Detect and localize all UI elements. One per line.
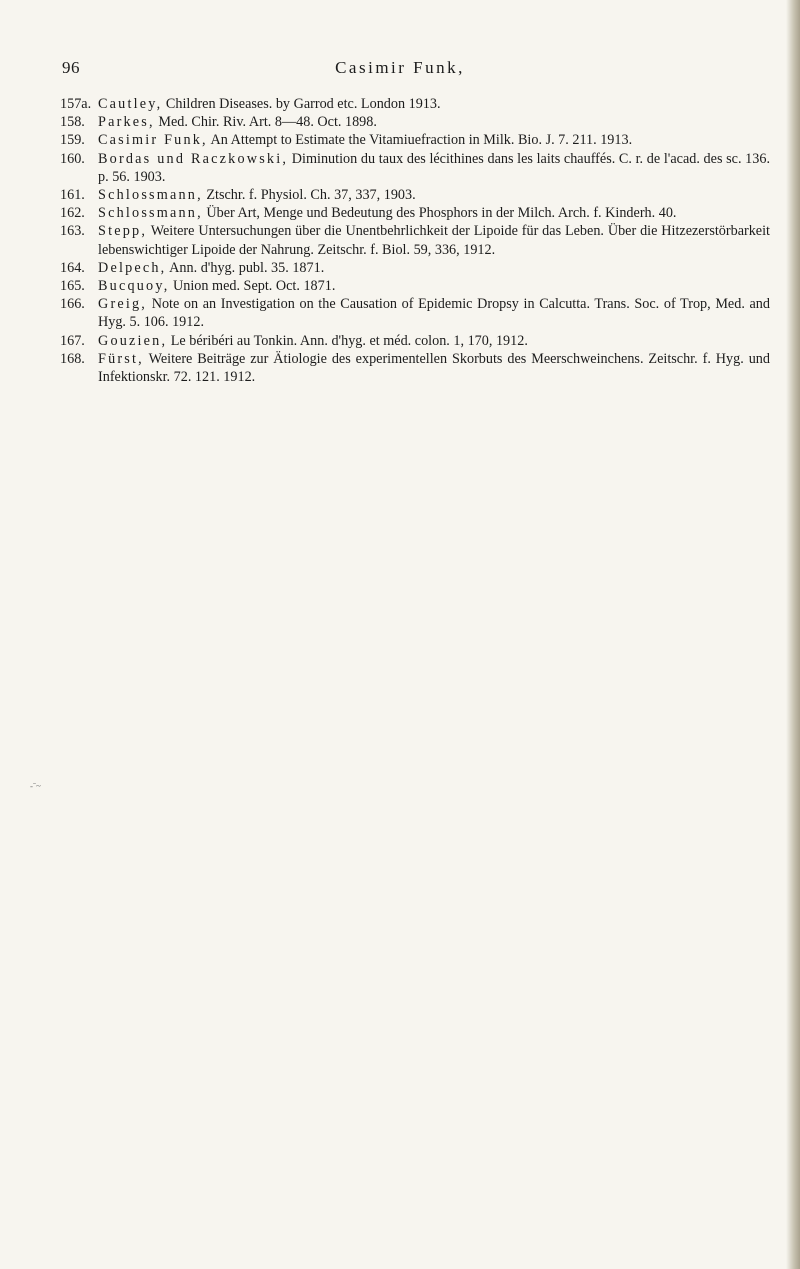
reference-item [60, 332, 770, 350]
reference-author: Parkes, [98, 114, 155, 131]
reference-number: 157a. [60, 96, 92, 112]
reference-number: 160. [60, 150, 85, 167]
reference-item [60, 222, 770, 258]
reference-number: 166. [60, 296, 85, 313]
reference-citation: Diminution du taux des lécithines dans les laits chauffés. C. r. de l'acad. des sc. 136. p. 56. 1903. [98, 150, 771, 185]
reference-citation: Weitere Untersuchungen über die Unentbehrlichkeit der Lipoide für das Leben. Über die Hitzezerstörbarkeit lebenswichtiger Lipoide der Nahrung. Zeitschr. f. Biol. 59, 336, 1912. [98, 223, 770, 258]
reference-number: 168. [60, 350, 85, 367]
reference-number: 164. [60, 259, 85, 276]
reference-item [60, 150, 770, 186]
reference-item [60, 95, 770, 113]
reference-citation: Über Art, Menge und Bedeutung des Phosphors in der Milch. Arch. f. Kinderh. 40. [202, 205, 677, 222]
reference-number: 165. [60, 278, 85, 295]
reference-item [60, 277, 770, 295]
reference-citation: Ztschr. f. Physiol. Ch. 37, 337, 1903. [202, 187, 416, 204]
reference-item [60, 204, 770, 222]
reference-text [98, 277, 770, 295]
reference-number: 158. [60, 114, 85, 131]
reference-item [60, 350, 770, 386]
reference-citation: Ann. d'hyg. publ. 35. 1871. [166, 259, 325, 276]
reference-author: Schlossmann, [98, 205, 203, 222]
reference-citation: Weitere Beiträge zur Ätiologie des experimentellen Skorbuts des Meerschweinchens. Zeitschr. f. Hyg. und Infektionskr. 72. 121. 1912. [98, 350, 770, 386]
reference-author: Schlossmann, [98, 187, 203, 204]
reference-citation: An Attempt to Estimate the Vitamiuefraction in Milk. Bio. J. 7. 211. 1913. [207, 132, 633, 149]
reference-citation: Note on an Investigation on the Causation of Epidemic Dropsy in Calcutta. Trans. Soc. of Trop, Med. and Hyg. 5. 106. 1912. [98, 296, 770, 331]
reference-author: Bordas und Raczkowski, [98, 150, 289, 167]
reference-text [98, 113, 770, 131]
reference-item [60, 186, 770, 204]
reference-author: Stepp, [98, 223, 148, 240]
reference-text [98, 95, 770, 113]
reference-author: Bucquoy, [98, 278, 170, 295]
reference-author: Cautley, [98, 96, 163, 112]
reference-number: 159. [60, 132, 85, 149]
reference-item [60, 131, 770, 149]
reference-list [60, 95, 770, 386]
reference-citation: Children Diseases. by Garrod etc. London 1913. [162, 96, 441, 112]
reference-number: 161. [60, 187, 85, 204]
reference-text [98, 332, 770, 350]
reference-text [98, 150, 770, 186]
page-edge-shadow [786, 0, 800, 1269]
reference-author: Greig, [98, 296, 148, 313]
running-title: Casimir Funk, [335, 58, 465, 77]
ink-smudge: ‑ˉ~ [30, 781, 41, 791]
reference-text [98, 131, 770, 149]
reference-item [60, 113, 770, 131]
reference-text [98, 295, 770, 331]
reference-author: Fürst, [98, 350, 144, 367]
reference-author: Casimir Funk, [98, 132, 208, 149]
reference-text [98, 186, 770, 204]
reference-text [98, 204, 770, 222]
reference-number: 163. [60, 223, 85, 240]
reference-text [98, 259, 770, 277]
reference-item [60, 259, 770, 277]
reference-item [60, 295, 770, 331]
reference-text [98, 222, 770, 258]
reference-author: Delpech, [98, 259, 167, 276]
page-number: 96 [62, 58, 80, 77]
reference-citation: Union med. Sept. Oct. 1871. [169, 278, 336, 295]
reference-author: Gouzien, [98, 332, 168, 349]
reference-citation: Med. Chir. Riv. Art. 8—48. Oct. 1898. [154, 114, 377, 131]
reference-text [98, 350, 770, 386]
reference-number: 162. [60, 205, 85, 222]
reference-number: 167. [60, 332, 85, 349]
reference-citation: Le béribéri au Tonkin. Ann. d'hyg. et méd. colon. 1, 170, 1912. [167, 332, 528, 349]
